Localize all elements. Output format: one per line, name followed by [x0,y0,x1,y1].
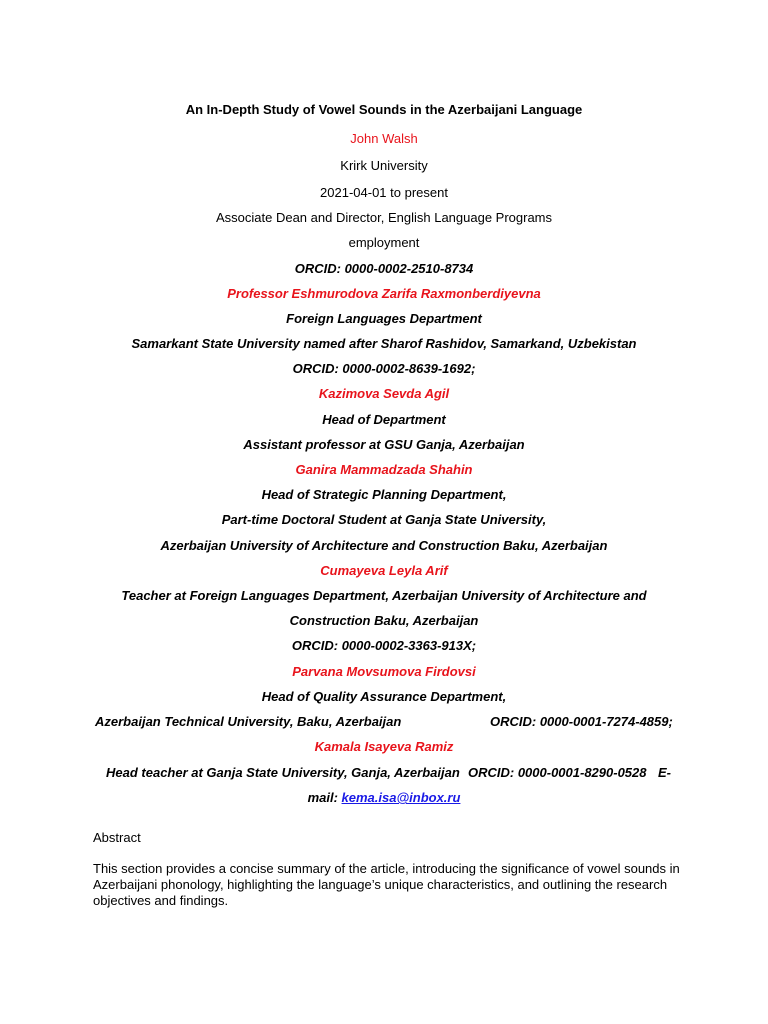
author-name: Parvana Movsumova Firdovsi [292,664,476,679]
paper-title: An In-Depth Study of Vowel Sounds in the Azerbaijani Language [185,102,583,117]
author-affiliation: Assistant professor at GSU Ganja, Azerbaijan [243,437,525,452]
author-affiliation: Head of Strategic Planning Department, [261,487,507,502]
author-affiliation: Foreign Languages Department [286,311,482,326]
author-orcid: ORCID: 0000-0002-2510-8734 [294,261,474,276]
author-name: Kazimova Sevda Agil [318,386,450,401]
email-link[interactable]: kema.isa@inbox.ru [341,790,461,805]
author-affiliation: Associate Dean and Director, English Language Programs [215,210,553,225]
author-name: Cumayeva Leyla Arif [320,563,448,578]
author-affiliation: employment [348,235,420,250]
author-affiliation: Part-time Doctoral Student at Ganja State University, [221,512,547,527]
author-email-line [0,790,768,806]
author-affiliation: Azerbaijan University of Architecture and Construction Baku, Azerbaijan [160,538,608,553]
author-affiliation: Teacher at Foreign Languages Department, Azerbaijan University of Architecture and [121,588,647,603]
author-affiliation: Krirk University [340,158,428,173]
author-affiliation: Head of Quality Assurance Department, [261,689,507,704]
abstract-heading: Abstract [93,830,141,845]
author-name: Kamala Isayeva Ramiz [314,739,454,754]
author-orcid: ORCID: 0000-0002-8639-1692; [292,361,476,376]
author-name: Professor Eshmurodova Zarifa Raxmonberdiyevna [227,286,541,301]
author-affiliation: Azerbaijan Technical University, Baku, Azerbaijan [95,714,402,729]
author-orcid: ORCID: 0000-0001-7274-4859; [490,714,673,729]
author-name: Ganira Mammadzada Shahin [295,462,473,477]
author-affiliation: Samarkant State University named after Sharof Rashidov, Samarkand, Uzbekistan [131,336,637,351]
author-affiliation: Head of Department [322,412,446,427]
author-affiliation: Head teacher at Ganja State University, Ganja, Azerbaijan [106,765,460,780]
author-orcid: ORCID: 0000-0001-8290-0528 [468,765,647,780]
author-name: John Walsh [350,131,418,146]
abstract-body: This section provides a concise summary of the article, introducing the significance of vowel sounds in Azerbaijani phonology, highlighting the language’s unique characteristics, and outlining the research objectives and findings. [93,861,680,908]
author-orcid: ORCID: 0000-0002-3363-913X; [291,638,477,653]
author-affiliation: 2021-04-01 to present [320,185,448,200]
author-affiliation: Construction Baku, Azerbaijan [289,613,479,628]
email-label: mail: [307,790,338,805]
email-prefix: E- [658,765,671,780]
